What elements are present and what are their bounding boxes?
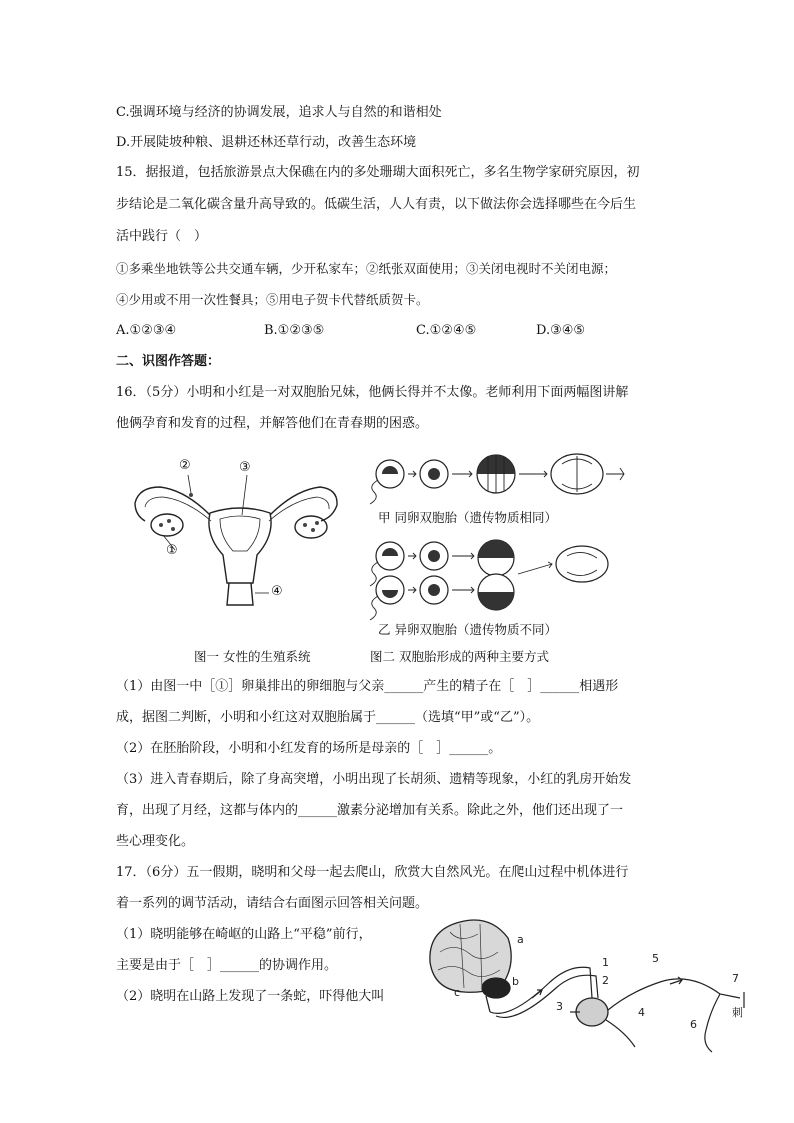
q15-stem-line3: 活中践行（ ） [116,229,208,244]
fig1-label-4: ④ [271,584,283,599]
fig3-label-b: b [512,975,519,988]
section-heading: 二、识图作答题： [116,354,221,369]
fig3-label-c: c [454,986,461,999]
q16-stem-line2: 他俩孕育和发育的过程，并解答他们在青春期的困惑。 [116,416,429,431]
fig3-label-a: a [517,933,524,946]
female-reproductive-system-figure [125,455,340,615]
fig2-row-a-label: 甲 同卵双胞胎（遗传物质相同） [378,510,557,525]
q17-sub1-line2: 主要是由于［ ］______的协调作用。 [116,958,338,973]
q16-stem-line1: 16．（5分）小明和小红是一对双胞胎兄妹，他俩长得并不太像。老师利用下面两幅图讲解 [116,385,629,400]
q15-stem-line1: 15．据报道，包括旅游景点大保礁在内的多处珊瑚大面积死亡，多名生物学家研究原因，初 [116,165,640,180]
q15-items-line1: ①多乘坐地铁等公共交通车辆，少开私家车；②纸张双面使用；③关闭电视时不关闭电源； [116,261,617,276]
fig3-label-6: 6 [690,1018,697,1031]
q15-items-line2: ④少用或不用一次性餐具；⑤用电子贺卡代替纸质贺卡。 [116,292,429,307]
fig1-caption: 图一 女性的生殖系统 [194,649,311,664]
q17-sub1-line1: （1）晓明能够在崎岖的山路上“平稳”前行， [116,927,372,942]
q15-option-d: D.③④⑤ [536,323,586,338]
fig3-label-1: 1 [602,956,609,969]
q16-sub2: （2）在胚胎阶段，小明和小红发育的场所是母亲的［ ］______。 [116,741,502,756]
q15-option-c: C.①②④⑤ [416,323,477,338]
nervous-system-figure [420,912,760,1062]
q16-sub1-line1: （1）由图一中［①］卵巢排出的卵细胞与父亲______产生的精子在［ ］______相遇形 [116,679,619,694]
q16-sub3-line1: （3）进入青春期后，除了身高突增，小明出现了长胡须、遗精等现象，小红的乳房开始发 [116,772,632,787]
twins-formation-figure [362,452,652,627]
fig1-label-1: ① [166,543,178,558]
q14-option-c: C.强调环境与经济的协调发展，追求人与自然的和谐相处 [116,105,442,120]
fig3-label-5: 5 [652,952,659,965]
fig2-row-b-label: 乙 异卵双胞胎（遗传物质不同） [378,622,557,637]
q16-sub3-line3: 些心理变化。 [116,834,195,849]
q16-sub1-line2: 成，据图二判断，小明和小红这对双胞胎属于______（选填“甲”或“乙”）。 [116,710,540,725]
q14-option-d: D.开展陡坡种粮、退耕还林还草行动，改善生态环境 [116,135,417,150]
fig3-label-2: 2 [602,974,609,987]
q15-option-b: B.①②③⑤ [264,323,325,338]
fig3-label-4: 4 [638,1006,645,1019]
fig2-caption: 图二 双胞胎形成的两种主要方式 [370,649,549,664]
q15-stem-line2: 步结论是二氧化碳含量升高导致的。低碳生活，人人有责，以下做法你会选择哪些在今后生 [116,197,637,212]
q15-options [116,321,585,341]
fig3-label-stab: 刺 [732,1006,743,1019]
q17-sub2-line1: （2）晓明在山路上发现了一条蛇，吓得他大叫 [116,989,385,1004]
fig1-label-3: ③ [239,460,251,475]
fig3-label-7: 7 [732,972,739,985]
fig1-label-2: ② [179,458,191,473]
fig3-label-3: 3 [556,1000,563,1013]
q17-stem-line1: 17．（6分）五一假期，晓明和父母一起去爬山，欣赏大自然风光。在爬山过程中机体进行 [116,865,629,880]
q15-option-a: A.①②③④ [116,323,177,338]
q16-sub3-line2: 育，出现了月经，这都与体内的______激素分泌增加有关系。除此之外，他们还出现了一 [116,803,624,818]
q17-stem-line2: 着一系列的调节活动，请结合右面图示回答相关问题。 [116,896,429,911]
